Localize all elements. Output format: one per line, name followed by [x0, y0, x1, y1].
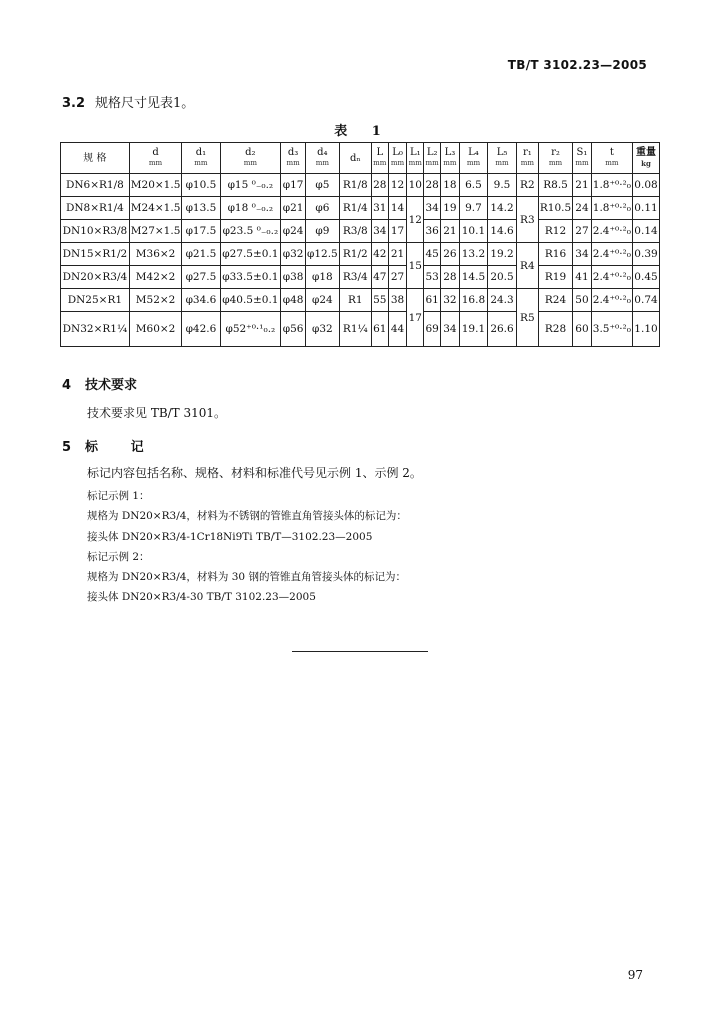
cell-l: 31	[371, 197, 388, 220]
cell-l2: 53	[424, 266, 441, 289]
cell-t: 2.4⁺⁰·²₀	[591, 243, 632, 266]
section-4-title: 技术要求	[85, 378, 138, 393]
cell-l5: 14.2	[488, 197, 517, 220]
marking-example-2-code: 接头体 DN20×R3/4-30 TB/T 3102.23—2005	[87, 591, 316, 603]
cell-l3: 18	[441, 174, 460, 197]
cell-r2: R24	[538, 289, 572, 312]
cell-d: M20×1.5	[129, 174, 182, 197]
cell-r2: R8.5	[538, 174, 572, 197]
th-dn: dₙ	[339, 143, 371, 174]
th-d2: d₂ mm	[220, 143, 281, 174]
section-5-title: 标 记	[85, 440, 158, 455]
cell-d1: φ17.5	[182, 220, 220, 243]
cell-spec: DN20×R3/4	[61, 266, 130, 289]
cell-d4: φ12.5	[306, 243, 340, 266]
cell-dn: R3/8	[339, 220, 371, 243]
cell-l3: 21	[441, 220, 460, 243]
cell-r1-merged: R5	[516, 289, 538, 347]
cell-spec: DN6×R1/8	[61, 174, 130, 197]
section-3-2	[62, 92, 194, 111]
cell-l1-merged: 15	[407, 243, 424, 289]
cell-s1: 27	[573, 220, 592, 243]
cell-d3: φ38	[281, 266, 306, 289]
cell-dn: R1/4	[339, 197, 371, 220]
th-d1: d₁ mm	[182, 143, 220, 174]
cell-spec: DN10×R3/8	[61, 220, 130, 243]
table-row	[61, 312, 660, 347]
cell-dn: R1	[339, 289, 371, 312]
cell-t: 1.8⁺⁰·²₀	[591, 197, 632, 220]
cell-l4: 9.7	[459, 197, 488, 220]
cell-l0: 14	[388, 197, 407, 220]
cell-l5: 24.3	[488, 289, 517, 312]
cell-d: M27×1.5	[129, 220, 182, 243]
th-l1: L₁ mm	[407, 143, 424, 174]
table-row	[61, 266, 660, 289]
cell-r2: R28	[538, 312, 572, 347]
cell-weight: 0.45	[632, 266, 659, 289]
th-r2: r₂ mm	[538, 143, 572, 174]
cell-l0: 12	[388, 174, 407, 197]
cell-l5: 19.2	[488, 243, 517, 266]
cell-l3: 19	[441, 197, 460, 220]
cell-spec: DN25×R1	[61, 289, 130, 312]
cell-l0: 38	[388, 289, 407, 312]
cell-r2: R19	[538, 266, 572, 289]
cell-t: 3.5⁺⁰·²₀	[591, 312, 632, 347]
table-row	[61, 243, 660, 266]
cell-d3: φ21	[281, 197, 306, 220]
spec-table	[60, 142, 660, 347]
th-d3: d₃ mm	[281, 143, 306, 174]
th-l3: L₃ mm	[441, 143, 460, 174]
cell-r1-merged: R4	[516, 243, 538, 289]
cell-d1: φ34.6	[182, 289, 220, 312]
cell-s1: 21	[573, 174, 592, 197]
table-row	[61, 220, 660, 243]
cell-dn: R1/2	[339, 243, 371, 266]
cell-d2: φ18 ⁰₋₀.₂	[220, 197, 281, 220]
table-row	[61, 197, 660, 220]
cell-r1-merged: R3	[516, 197, 538, 243]
cell-l3: 26	[441, 243, 460, 266]
marking-example-2-label: 标记示例 2：	[87, 551, 150, 563]
cell-l0: 17	[388, 220, 407, 243]
cell-d: M36×2	[129, 243, 182, 266]
cell-d4: φ6	[306, 197, 340, 220]
th-l2: L₂ mm	[424, 143, 441, 174]
cell-l5: 26.6	[488, 312, 517, 347]
cell-d1: φ21.5	[182, 243, 220, 266]
cell-l: 55	[371, 289, 388, 312]
th-l0: L₀ mm	[388, 143, 407, 174]
cell-d2: φ52⁺⁰·¹₀.₂	[220, 312, 281, 347]
cell-l2: 45	[424, 243, 441, 266]
cell-weight: 0.08	[632, 174, 659, 197]
cell-dn: R1¼	[339, 312, 371, 347]
cell-d1: φ13.5	[182, 197, 220, 220]
cell-dn: R3/4	[339, 266, 371, 289]
cell-d4: φ18	[306, 266, 340, 289]
cell-l: 34	[371, 220, 388, 243]
section-5-number: 5	[62, 440, 72, 455]
cell-l0: 44	[388, 312, 407, 347]
table-header-row	[61, 143, 660, 174]
section-3-2-number: 3.2	[62, 96, 86, 111]
cell-spec: DN32×R1¼	[61, 312, 130, 347]
cell-d3: φ48	[281, 289, 306, 312]
cell-l3: 32	[441, 289, 460, 312]
cell-l0: 21	[388, 243, 407, 266]
cell-r2: R16	[538, 243, 572, 266]
marking-example-1-code: 接头体 DN20×R3/4-1Cr18Ni9Ti TB/T—3102.23—2005	[87, 531, 373, 543]
cell-d1: φ42.6	[182, 312, 220, 347]
cell-s1: 50	[573, 289, 592, 312]
cell-d3: φ17	[281, 174, 306, 197]
cell-d: M60×2	[129, 312, 182, 347]
th-d: d mm	[129, 143, 182, 174]
cell-r2: R10.5	[538, 197, 572, 220]
cell-s1: 24	[573, 197, 592, 220]
cell-r1: R2	[516, 174, 538, 197]
cell-d4: φ24	[306, 289, 340, 312]
cell-l4: 16.8	[459, 289, 488, 312]
cell-l5: 9.5	[488, 174, 517, 197]
marking-example-1-label: 标记示例 1：	[87, 490, 150, 502]
cell-weight: 1.10	[632, 312, 659, 347]
marking-example-2-desc: 规格为 DN20×R3/4，材料为 30 钢的管锥直角管接头体的标记为：	[87, 571, 406, 583]
cell-d2: φ33.5±0.1	[220, 266, 281, 289]
cell-l4: 13.2	[459, 243, 488, 266]
cell-d1: φ10.5	[182, 174, 220, 197]
th-t: t mm	[591, 143, 632, 174]
cell-d: M42×2	[129, 266, 182, 289]
cell-dn: R1/8	[339, 174, 371, 197]
cell-l2: 61	[424, 289, 441, 312]
th-l: L mm	[371, 143, 388, 174]
cell-d4: φ32	[306, 312, 340, 347]
end-rule	[292, 651, 428, 652]
section-5-heading	[62, 436, 158, 455]
table-row	[61, 289, 660, 312]
cell-d3: φ56	[281, 312, 306, 347]
cell-l1-merged: 17	[407, 289, 424, 347]
cell-d4: φ9	[306, 220, 340, 243]
section-4-text: 技术要求见 TB/T 3101。	[87, 406, 227, 420]
table-row	[61, 174, 660, 197]
cell-d3: φ24	[281, 220, 306, 243]
cell-spec: DN8×R1/4	[61, 197, 130, 220]
th-r1: r₁ mm	[516, 143, 538, 174]
cell-l2: 69	[424, 312, 441, 347]
cell-l1-merged: 12	[407, 197, 424, 243]
cell-d3: φ32	[281, 243, 306, 266]
cell-s1: 60	[573, 312, 592, 347]
cell-l: 61	[371, 312, 388, 347]
cell-l4: 19.1	[459, 312, 488, 347]
cell-l2: 28	[424, 174, 441, 197]
cell-r2: R12	[538, 220, 572, 243]
table-caption: 表 1	[334, 124, 391, 139]
cell-l2: 36	[424, 220, 441, 243]
cell-t: 2.4⁺⁰·²₀	[591, 220, 632, 243]
cell-t: 2.4⁺⁰·²₀	[591, 289, 632, 312]
cell-l4: 10.1	[459, 220, 488, 243]
th-s1: S₁ mm	[573, 143, 592, 174]
cell-weight: 0.14	[632, 220, 659, 243]
cell-d2: φ27.5±0.1	[220, 243, 281, 266]
cell-l0: 27	[388, 266, 407, 289]
cell-weight: 0.11	[632, 197, 659, 220]
cell-l4: 14.5	[459, 266, 488, 289]
cell-l: 28	[371, 174, 388, 197]
cell-s1: 41	[573, 266, 592, 289]
cell-l: 47	[371, 266, 388, 289]
cell-l2: 34	[424, 197, 441, 220]
th-spec: 规 格	[61, 143, 130, 174]
cell-l5: 14.6	[488, 220, 517, 243]
cell-weight: 0.39	[632, 243, 659, 266]
cell-spec: DN15×R1/2	[61, 243, 130, 266]
cell-t: 2.4⁺⁰·²₀	[591, 266, 632, 289]
cell-l1: 10	[407, 174, 424, 197]
cell-d2: φ23.5 ⁰₋₀.₂	[220, 220, 281, 243]
th-weight: 重量 kg	[632, 143, 659, 174]
cell-d: M52×2	[129, 289, 182, 312]
marking-example-1-desc: 规格为 DN20×R3/4，材料为不锈钢的管锥直角管接头体的标记为：	[87, 510, 407, 522]
th-l5: L₅ mm	[488, 143, 517, 174]
section-4-heading	[62, 374, 137, 393]
cell-l3: 28	[441, 266, 460, 289]
cell-s1: 34	[573, 243, 592, 266]
cell-d1: φ27.5	[182, 266, 220, 289]
cell-l5: 20.5	[488, 266, 517, 289]
cell-d2: φ15 ⁰₋₀.₂	[220, 174, 281, 197]
th-l4: L₄ mm	[459, 143, 488, 174]
standard-code: TB/T 3102.23—2005	[507, 58, 647, 72]
cell-t: 1.8⁺⁰·²₀	[591, 174, 632, 197]
cell-l: 42	[371, 243, 388, 266]
section-4-number: 4	[62, 378, 72, 393]
th-d4: d₄ mm	[306, 143, 340, 174]
cell-l4: 6.5	[459, 174, 488, 197]
cell-d2: φ40.5±0.1	[220, 289, 281, 312]
cell-d: M24×1.5	[129, 197, 182, 220]
marking-intro: 标记内容包括名称、规格、材料和标准代号见示例 1、示例 2。	[87, 466, 422, 480]
cell-d4: φ5	[306, 174, 340, 197]
cell-weight: 0.74	[632, 289, 659, 312]
page-number: 97	[627, 968, 643, 982]
section-3-2-text: 规格尺寸见表1。	[95, 96, 195, 111]
cell-l3: 34	[441, 312, 460, 347]
